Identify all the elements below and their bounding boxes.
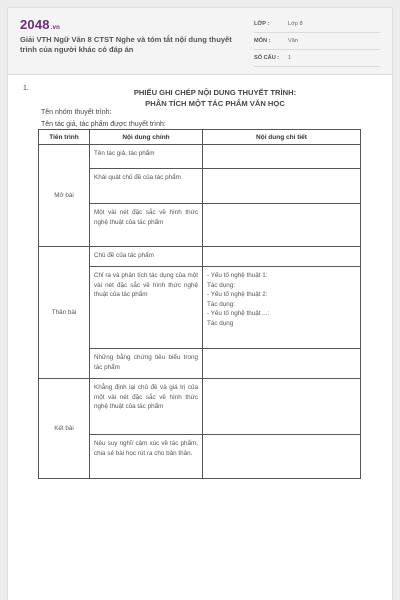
meta-subject: MÔN : Văn	[254, 33, 380, 50]
main-cell: Chỉ ra và phân tích tác dụng của một vài nét đặc sắc về hình thức nghệ thuật của tác phẩm	[90, 267, 203, 349]
main-cell: Khẳng định lại chủ đề và giá trị của một vài nét đặc sắc về hình thức nghệ thuật của tác phẩm	[90, 379, 203, 435]
stage-intro: Mở bài	[39, 145, 90, 247]
detail-cell: - Yếu tố nghệ thuật 1: Tác dụng: - Yếu tố nghệ thuật 2: Tác dụng: - Yếu tố nghệ thuật ...: Tác dụng	[203, 267, 361, 349]
meta-grade: LỚP : Lớp 8	[254, 16, 380, 33]
group-label: Tên nhóm thuyết trình:	[41, 109, 112, 116]
detail-cell	[203, 349, 361, 379]
detail-cell	[203, 435, 361, 479]
sheet-title: PHIẾU GHI CHÉP NỘI DUNG THUYẾT TRÌNH: PHÂN TÍCH MỘT TÁC PHẨM VĂN HỌC	[133, 88, 297, 108]
main-cell: Tên tác giả, tác phẩm	[90, 145, 203, 169]
meta-question-count: SỐ CÂU : 1	[254, 50, 380, 67]
header-main: Nội dung chính	[90, 130, 203, 145]
detail-cell	[203, 379, 361, 435]
main-cell: Khái quát chủ đề của tác phẩm	[90, 169, 203, 204]
table-row	[39, 379, 361, 435]
header-detail: Nội dung chi tiết	[203, 130, 361, 145]
stage-conclusion: Kết bài	[39, 379, 90, 479]
detail-cell	[203, 145, 361, 169]
main-cell: Chủ đề của tác phẩm	[90, 247, 203, 267]
document-title: Giải VTH Ngữ Văn 8 CTST Nghe và tóm tắt nội dung thuyết trình của người khác có đáp án	[20, 35, 232, 54]
document-page	[8, 8, 392, 600]
stage-body: Thân bài	[39, 247, 90, 379]
document-header	[8, 8, 392, 75]
question-number: 1.	[23, 85, 29, 92]
notes-table	[38, 129, 361, 479]
detail-cell	[203, 169, 361, 204]
main-cell: Một vài nét đặc sắc về hình thức nghệ thuật của tác phẩm	[90, 204, 203, 247]
meta-info	[254, 16, 380, 67]
detail-cell	[203, 247, 361, 267]
table-row	[39, 145, 361, 169]
table-row	[39, 247, 361, 267]
work-label: Tên tác giả, tác phẩm được thuyết trình:	[41, 121, 166, 128]
header-stage: Tiến trình	[39, 130, 90, 145]
table-header-row	[39, 130, 361, 145]
main-cell: Những bằng chứng tiêu biểu trong tác phẩm	[90, 349, 203, 379]
site-logo[interactable]: 2048.vn	[20, 17, 61, 32]
detail-cell	[203, 204, 361, 247]
main-cell: Nêu suy nghĩ/ cảm xúc về tác phẩm, chia sẻ bài học rút ra cho bản thân.	[90, 435, 203, 479]
